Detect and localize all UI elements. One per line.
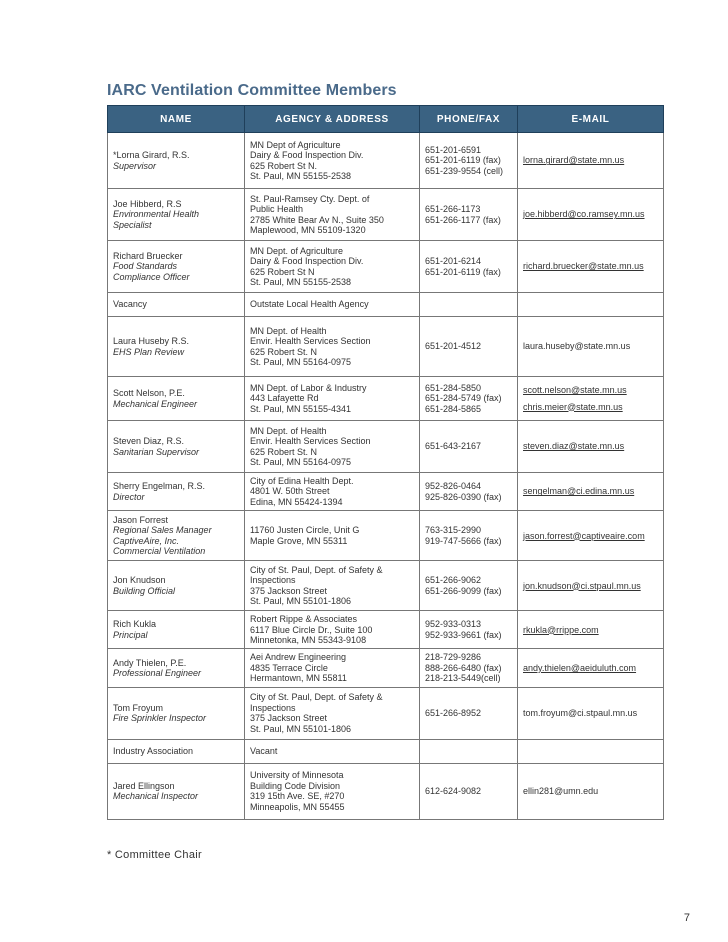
phone-line: 651-201-4512 bbox=[425, 341, 482, 352]
email-link[interactable]: rkukla@rrippe.com bbox=[523, 624, 599, 635]
agency-cell bbox=[245, 189, 420, 241]
agency-cell bbox=[245, 511, 420, 561]
agency-line: Vacant bbox=[250, 745, 278, 756]
table-row bbox=[108, 511, 664, 561]
name-cell bbox=[108, 687, 245, 739]
phone-cell bbox=[420, 649, 518, 687]
member-name: Jason Forrest bbox=[113, 514, 169, 525]
agency-line: St. Paul, MN 55155-2538 bbox=[250, 276, 352, 287]
member-role: Mechanical Inspector bbox=[113, 791, 199, 802]
agency-line: St. Paul, MN 55155-4341 bbox=[250, 403, 352, 414]
agency-line: MN Dept of Agriculture bbox=[250, 139, 341, 150]
phone-cell bbox=[420, 377, 518, 421]
phone-cell bbox=[420, 561, 518, 611]
agency-cell bbox=[245, 241, 420, 293]
member-role: Environmental Health bbox=[113, 209, 200, 220]
email-text: laura.huseby@state.mn.us bbox=[523, 341, 631, 352]
member-name: Steven Diaz, R.S. bbox=[113, 436, 185, 447]
phone-line: 651-284-5865 bbox=[425, 403, 482, 414]
member-role: Regional Sales Manager bbox=[113, 525, 212, 536]
agency-cell bbox=[245, 317, 420, 377]
agency-cell bbox=[245, 611, 420, 649]
email-link[interactable]: lorna.girard@state.mn.us bbox=[523, 155, 625, 166]
agency-line: 4801 W. 50th Street bbox=[250, 486, 330, 497]
member-name: Sherry Engelman, R.S. bbox=[113, 481, 206, 492]
column-header-name: NAME bbox=[108, 106, 245, 133]
phone-line: 651-201-6591 bbox=[425, 144, 482, 155]
member-role: EHS Plan Review bbox=[113, 346, 185, 357]
email-cell bbox=[518, 649, 664, 687]
agency-line: City of St. Paul, Dept. of Safety & bbox=[250, 564, 383, 575]
phone-cell bbox=[420, 133, 518, 189]
phone-line: 651-266-8952 bbox=[425, 707, 482, 718]
agency-line: Minnetonka, MN 55343-9108 bbox=[250, 635, 367, 646]
phone-line: 888-266-6480 (fax) bbox=[425, 662, 502, 673]
name-cell bbox=[108, 473, 245, 511]
email-cell bbox=[518, 511, 664, 561]
phone-cell bbox=[420, 189, 518, 241]
agency-cell bbox=[245, 133, 420, 189]
agency-cell bbox=[245, 649, 420, 687]
table-row bbox=[108, 421, 664, 473]
page-title: IARC Ventilation Committee Members bbox=[107, 82, 397, 99]
email-link[interactable]: jon.knudson@ci.stpaul.mn.us bbox=[523, 580, 641, 591]
table-row bbox=[108, 611, 664, 649]
phone-line: 651-643-2167 bbox=[425, 441, 482, 452]
agency-line: Inspections bbox=[250, 702, 296, 713]
member-role: Principal bbox=[113, 629, 148, 640]
name-cell bbox=[108, 133, 245, 189]
agency-line: 6117 Blue Circle Dr., Suite 100 bbox=[250, 624, 373, 635]
email-link[interactable]: sengelman@ci.edina.mn.us bbox=[523, 486, 635, 497]
member-name: Industry Association bbox=[113, 745, 194, 756]
phone-cell bbox=[420, 763, 518, 819]
name-cell bbox=[108, 511, 245, 561]
member-role: CaptiveAire, Inc. bbox=[113, 535, 180, 546]
phone-line: 651-284-5850 bbox=[425, 382, 482, 393]
table-row bbox=[108, 739, 664, 763]
agency-line: 375 Jackson Street bbox=[250, 713, 328, 724]
phone-line: 651-239-9554 (cell) bbox=[425, 165, 504, 176]
agency-line: St. Paul, MN 55101-1806 bbox=[250, 723, 352, 734]
email-cell bbox=[518, 763, 664, 819]
agency-cell bbox=[245, 763, 420, 819]
committee-table bbox=[107, 105, 664, 820]
phone-line: 925-826-0390 (fax) bbox=[425, 491, 502, 502]
page-number: 7 bbox=[683, 912, 690, 924]
column-header-agency: AGENCY & ADDRESS bbox=[245, 106, 420, 133]
agency-line: St. Paul, MN 55164-0975 bbox=[250, 456, 352, 467]
name-cell bbox=[108, 293, 245, 317]
agency-line: Outstate Local Health Agency bbox=[250, 299, 369, 310]
column-header-phone: PHONE/FAX bbox=[420, 106, 518, 133]
name-cell bbox=[108, 611, 245, 649]
member-role: Supervisor bbox=[113, 160, 157, 171]
member-rows bbox=[108, 133, 664, 820]
email-cell bbox=[518, 189, 664, 241]
email-link[interactable]: steven.diaz@state.mn.us bbox=[523, 441, 625, 452]
table-row bbox=[108, 317, 664, 377]
name-cell bbox=[108, 763, 245, 819]
agency-line: Hermantown, MN 55811 bbox=[250, 673, 347, 684]
agency-cell bbox=[245, 739, 420, 763]
member-name: Laura Huseby R.S. bbox=[113, 336, 190, 347]
member-name: Rich Kukla bbox=[113, 619, 157, 630]
agency-line: Building Code Division bbox=[250, 780, 341, 791]
agency-line: Robert Rippe & Associates bbox=[250, 614, 358, 625]
agency-line: Dairy & Food Inspection Div. bbox=[250, 150, 364, 161]
footnote: * Committee Chair bbox=[107, 849, 202, 861]
name-cell bbox=[108, 739, 245, 763]
member-role: Compliance Officer bbox=[113, 271, 190, 282]
agency-line: St. Paul, MN 55155-2538 bbox=[250, 170, 352, 181]
member-name: Andy Thielen, P.E. bbox=[113, 657, 187, 668]
agency-line: St. Paul, MN 55164-0975 bbox=[250, 356, 352, 367]
name-cell bbox=[108, 561, 245, 611]
table-row bbox=[108, 473, 664, 511]
phone-cell bbox=[420, 317, 518, 377]
phone-line: 651-201-6119 (fax) bbox=[425, 266, 501, 277]
agency-line: 2785 White Bear Av N., Suite 350 bbox=[250, 214, 384, 225]
agency-line: St. Paul, MN 55101-1806 bbox=[250, 596, 352, 607]
member-name: *Lorna Girard, R.S. bbox=[113, 150, 190, 161]
phone-line: 651-266-1173 bbox=[425, 204, 481, 215]
email-link[interactable]: jason.forrest@captiveaire.com bbox=[523, 530, 645, 541]
agency-line: Envir. Health Services Section bbox=[250, 436, 371, 447]
email-text: tom.froyum@ci.stpaul.mn.us bbox=[523, 707, 638, 718]
member-role: Director bbox=[113, 491, 145, 502]
agency-line: Dairy & Food Inspection Div. bbox=[250, 256, 364, 267]
name-cell bbox=[108, 189, 245, 241]
table-row bbox=[108, 241, 664, 293]
name-cell bbox=[108, 317, 245, 377]
email-cell bbox=[518, 473, 664, 511]
name-cell bbox=[108, 241, 245, 293]
agency-line: Minneapolis, MN 55455 bbox=[250, 801, 345, 812]
phone-line: 952-933-0313 bbox=[425, 619, 482, 630]
table-row bbox=[108, 133, 664, 189]
column-header-email: E-MAIL bbox=[518, 106, 664, 133]
phone-line: 651-266-1177 (fax) bbox=[425, 214, 501, 225]
member-role: Sanitarian Supervisor bbox=[113, 446, 200, 457]
phone-line: 651-266-9062 bbox=[425, 575, 482, 586]
agency-line: Maple Grove, MN 55311 bbox=[250, 535, 348, 546]
agency-line: 625 Robert St N bbox=[250, 266, 315, 277]
email-cell bbox=[518, 561, 664, 611]
email-cell bbox=[518, 739, 664, 763]
email-cell bbox=[518, 241, 664, 293]
phone-cell bbox=[420, 473, 518, 511]
agency-line: 443 Lafayette Rd bbox=[250, 393, 319, 404]
member-role: Specialist bbox=[113, 219, 152, 230]
table-row bbox=[108, 189, 664, 241]
member-name: Jared Ellingson bbox=[113, 780, 175, 791]
phone-line: 612-624-9082 bbox=[425, 785, 482, 796]
email-cell bbox=[518, 611, 664, 649]
agency-line: 11760 Justen Circle, Unit G bbox=[250, 525, 360, 536]
phone-cell bbox=[420, 687, 518, 739]
table-row bbox=[108, 561, 664, 611]
table-header-row bbox=[108, 106, 664, 133]
agency-line: Edina, MN 55424-1394 bbox=[250, 496, 343, 507]
phone-cell bbox=[420, 611, 518, 649]
agency-cell bbox=[245, 473, 420, 511]
member-name: Richard Bruecker bbox=[113, 250, 183, 261]
agency-line: Inspections bbox=[250, 575, 296, 586]
email-cell bbox=[518, 421, 664, 473]
email-link[interactable]: andy.thielen@aeiduluth.com bbox=[523, 662, 637, 673]
email-link[interactable]: richard.bruecker@state.mn.us bbox=[523, 261, 644, 272]
email-cell bbox=[518, 293, 664, 317]
agency-line: 4835 Terrace Circle bbox=[250, 662, 328, 673]
email-link[interactable]: joe.hibberd@co.ramsey.mn.us bbox=[523, 209, 645, 220]
phone-line: 218-729-9286 bbox=[425, 652, 482, 663]
email-text: ellin281@umn.edu bbox=[523, 785, 599, 796]
agency-line: 625 Robert St. N bbox=[250, 346, 318, 357]
member-name: Joe Hibberd, R.S bbox=[113, 198, 182, 209]
phone-cell bbox=[420, 241, 518, 293]
email-cell bbox=[518, 377, 664, 421]
member-role: Building Official bbox=[113, 585, 176, 596]
email-cell bbox=[518, 317, 664, 377]
phone-line: 651-284-5749 (fax) bbox=[425, 393, 502, 404]
agency-cell bbox=[245, 377, 420, 421]
name-cell bbox=[108, 421, 245, 473]
agency-cell bbox=[245, 687, 420, 739]
phone-line: 218-213-5449(cell) bbox=[425, 673, 501, 684]
member-role: Food Standards bbox=[113, 261, 178, 272]
agency-line: Aei Andrew Engineering bbox=[250, 652, 347, 663]
email-cell bbox=[518, 687, 664, 739]
email-link[interactable]: chris.meier@state.mn.us bbox=[523, 401, 623, 412]
table-row bbox=[108, 649, 664, 687]
member-role: Mechanical Engineer bbox=[113, 398, 198, 409]
table-row bbox=[108, 763, 664, 819]
phone-line: 651-201-6214 bbox=[425, 256, 482, 267]
agency-line: MN Dept. of Health bbox=[250, 425, 327, 436]
phone-line: 952-826-0464 bbox=[425, 481, 482, 492]
member-name: Tom Froyum bbox=[113, 702, 164, 713]
agency-line: MN Dept. of Agriculture bbox=[250, 245, 344, 256]
phone-cell bbox=[420, 293, 518, 317]
phone-cell bbox=[420, 421, 518, 473]
phone-line: 763-315-2990 bbox=[425, 525, 482, 536]
agency-line: City of Edina Health Dept. bbox=[250, 476, 354, 486]
phone-line: 919-747-5666 (fax) bbox=[425, 535, 502, 546]
agency-line: 375 Jackson Street bbox=[250, 585, 328, 596]
member-name: Vacancy bbox=[113, 299, 147, 310]
email-cell bbox=[518, 133, 664, 189]
member-role: Professional Engineer bbox=[113, 668, 202, 679]
phone-cell bbox=[420, 511, 518, 561]
member-role: Fire Sprinkler Inspector bbox=[113, 713, 207, 724]
agency-line: City of St. Paul, Dept. of Safety & bbox=[250, 692, 383, 703]
name-cell bbox=[108, 377, 245, 421]
table-row bbox=[108, 377, 664, 421]
table-row bbox=[108, 687, 664, 739]
email-link[interactable]: scott.nelson@state.mn.us bbox=[523, 385, 627, 396]
agency-cell bbox=[245, 421, 420, 473]
agency-line: University of Minnesota bbox=[250, 770, 344, 781]
member-name: Jon Knudson bbox=[113, 575, 166, 586]
agency-line: Public Health bbox=[250, 204, 304, 215]
phone-line: 952-933-9661 (fax) bbox=[425, 629, 502, 640]
agency-line: 319 15th Ave. SE, #270 bbox=[250, 791, 345, 802]
agency-line: St. Paul-Ramsey Cty. Dept. of bbox=[250, 193, 370, 204]
agency-line: 625 Robert St N. bbox=[250, 160, 318, 171]
agency-line: MN Dept. of Labor & Industry bbox=[250, 382, 367, 393]
name-cell bbox=[108, 649, 245, 687]
agency-cell bbox=[245, 561, 420, 611]
agency-line: Envir. Health Services Section bbox=[250, 336, 371, 347]
agency-line: Maplewood, MN 55109-1320 bbox=[250, 224, 366, 235]
agency-line: MN Dept. of Health bbox=[250, 325, 327, 336]
member-name: Scott Nelson, P.E. bbox=[113, 388, 185, 399]
agency-cell bbox=[245, 293, 420, 317]
phone-line: 651-266-9099 (fax) bbox=[425, 585, 502, 596]
agency-line: 625 Robert St. N bbox=[250, 446, 318, 457]
table-row bbox=[108, 293, 664, 317]
phone-cell bbox=[420, 739, 518, 763]
member-role: Commercial Ventilation bbox=[113, 546, 206, 557]
phone-line: 651-201-6119 (fax) bbox=[425, 155, 501, 166]
